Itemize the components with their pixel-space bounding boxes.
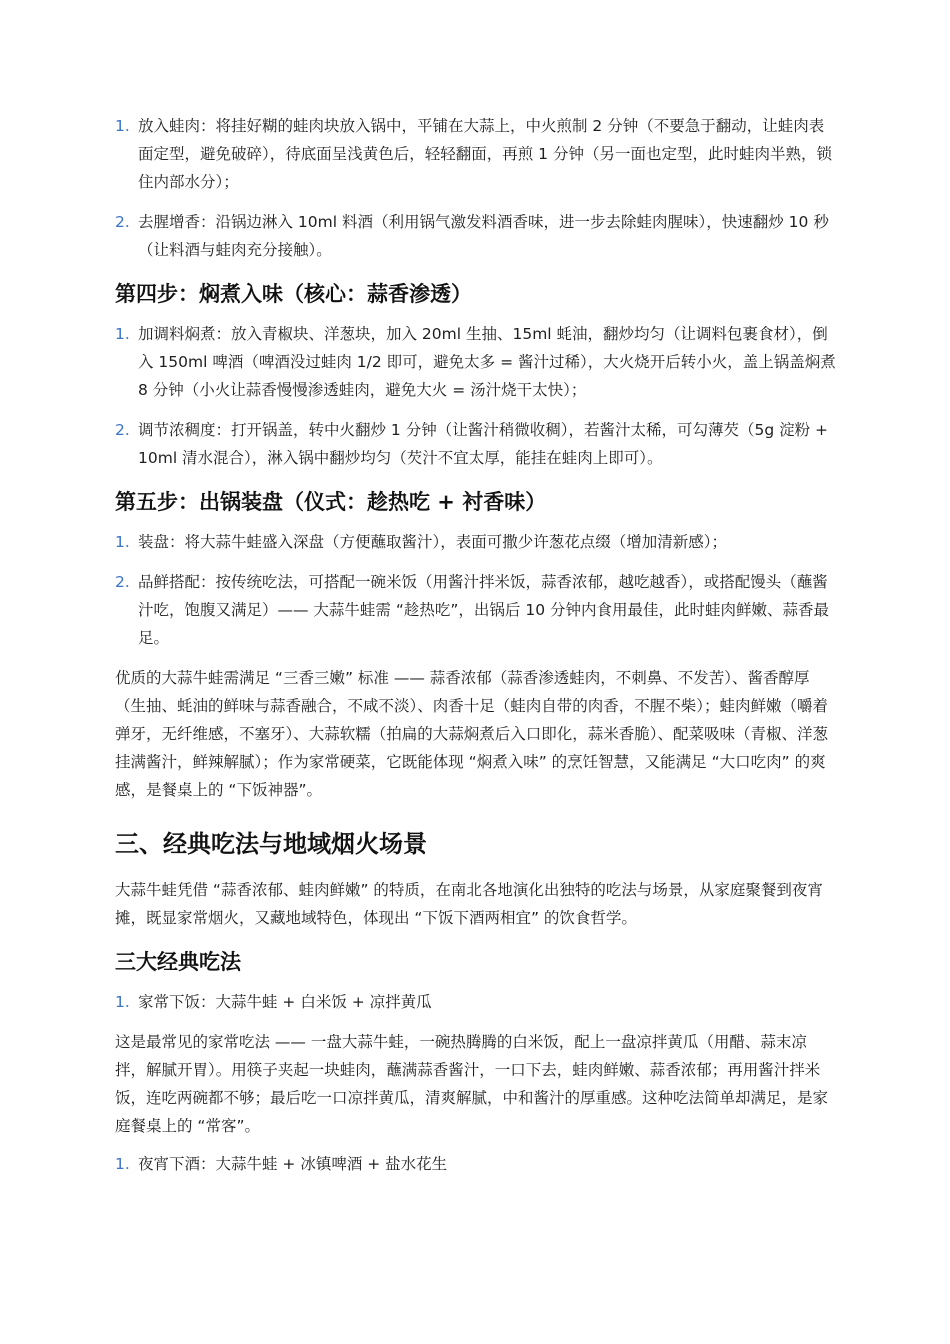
list-item	[115, 112, 837, 196]
list-number: 1.	[115, 117, 130, 135]
list-number: 2.	[115, 213, 130, 231]
list-number: 1.	[115, 1155, 130, 1173]
list-item	[115, 988, 837, 1016]
list-number: 2.	[115, 421, 130, 439]
list-item	[115, 1150, 837, 1178]
list-number: 1.	[115, 993, 130, 1011]
list-text: 放入蛙肉：将挂好糊的蛙肉块放入锅中，平铺在大蒜上，中火煎制 2 分钟（不要急于翻动，让蛙肉表面定型，避免破碎），待底面呈浅黄色后，轻轻翻面，再煎 1 分钟（另一面也定型，此时蛙肉半熟，锁住内部水分）；	[138, 117, 832, 191]
list-text: 品鲜搭配：按传统吃法，可搭配一碗米饭（用酱汁拌米饭，蒜香浓郁，越吃越香），或搭配馒头（蘸酱汁吃，饱腹又满足）—— 大蒜牛蛙需 “趁热吃”，出锅后 10 分钟内食用最佳，此时蛙肉鲜嫩、蒜香最足。	[138, 573, 829, 647]
step3-list	[115, 112, 837, 264]
list-text: 装盘：将大蒜牛蛙盛入深盘（方便蘸取酱汁），表面可撒少许葱花点缀（增加清新感）；	[138, 533, 728, 551]
summary-paragraph: 优质的大蒜牛蛙需满足 “三香三嫩” 标准 —— 蒜香浓郁（蒜香渗透蛙肉，不刺鼻、不发苦）、酱香醇厚（生抽、蚝油的鲜味与蒜香融合，不咸不淡）、肉香十足（蛙肉自带的肉香，不腥不柴）；蛙肉鲜嫩（嚼着弹牙，无纤维感，不塞牙）、大蒜软糯（拍扁的大蒜焖煮后入口即化，蒜米香脆）、配菜吸味（青椒、洋葱挂满酱汁，鲜辣解腻）；作为家常硬菜，它既能体现 “焖煮入味” 的烹饪智慧，又能满足 “大口吃肉” 的爽感，是餐桌上的 “下饭神器”。	[115, 669, 829, 799]
list-item	[115, 528, 837, 556]
step5-list	[115, 528, 837, 652]
list-item	[115, 416, 837, 472]
list-text: 去腥增香：沿锅边淋入 10ml 料酒（利用锅气激发料酒香味，进一步去除蛙肉腥味），快速翻炒 10 秒（让料酒与蛙肉充分接触）。	[138, 213, 829, 259]
classic-list-1	[115, 988, 837, 1016]
list-text: 调节浓稠度：打开锅盖，转中火翻炒 1 分钟（让酱汁稍微收稠），若酱汁太稀，可勾薄芡（5g 淀粉 + 10ml 清水混合），淋入锅中翻炒均匀（芡汁不宜太厚，能挂在蛙肉上即可）。	[138, 421, 829, 467]
list-text: 夜宵下酒：大蒜牛蛙 + 冰镇啤酒 + 盐水花生	[138, 1155, 448, 1173]
list-text: 家常下饭：大蒜牛蛙 + 白米饭 + 凉拌黄瓜	[138, 993, 432, 1011]
list-item	[115, 320, 837, 404]
list-number: 1.	[115, 533, 130, 551]
list-number: 1.	[115, 325, 130, 343]
classic-heading: 三大经典吃法	[115, 950, 241, 974]
list-item	[115, 208, 837, 264]
step4-list	[115, 320, 837, 472]
document-content	[115, 112, 837, 1190]
list-item	[115, 568, 837, 652]
section3-heading: 三、经典吃法与地域烟火场景	[115, 830, 427, 858]
classic-list-2	[115, 1150, 837, 1178]
list-text: 加调料焖煮：放入青椒块、洋葱块，加入 20ml 生抽、15ml 蚝油，翻炒均匀（让调料包裹食材），倒入 150ml 啤酒（啤酒没过蛙肉 1/2 即可，避免太多 = 酱汁过稀），大火烧开后转小火，盖上锅盖焖煮 8 分钟（小火让蒜香慢慢渗透蛙肉，避免大火 = 汤汁烧干太快）；	[138, 325, 836, 399]
list-number: 2.	[115, 573, 130, 591]
step4-heading: 第四步：焖煮入味（核心：蒜香渗透）	[115, 282, 472, 306]
classic-item1-description: 这是最常见的家常吃法 —— 一盘大蒜牛蛙，一碗热腾腾的白米饭，配上一盘凉拌黄瓜（用醋、蒜末凉拌，解腻开胃）。用筷子夹起一块蛙肉，蘸满蒜香酱汁，一口下去，蛙肉鲜嫩、蒜香浓郁；再用酱汁拌米饭，连吃两碗都不够；最后吃一口凉拌黄瓜，清爽解腻，中和酱汁的厚重感。这种吃法简单却满足，是家庭餐桌上的 “常客”。	[115, 1033, 829, 1135]
step5-heading: 第五步：出锅装盘（仪式：趁热吃 + 衬香味）	[115, 490, 547, 514]
section3-intro: 大蒜牛蛙凭借 “蒜香浓郁、蛙肉鲜嫩” 的特质，在南北各地演化出独特的吃法与场景，从家庭聚餐到夜宵摊，既显家常烟火，又藏地域特色，体现出 “下饭下酒两相宜” 的饮食哲学。	[115, 881, 823, 927]
